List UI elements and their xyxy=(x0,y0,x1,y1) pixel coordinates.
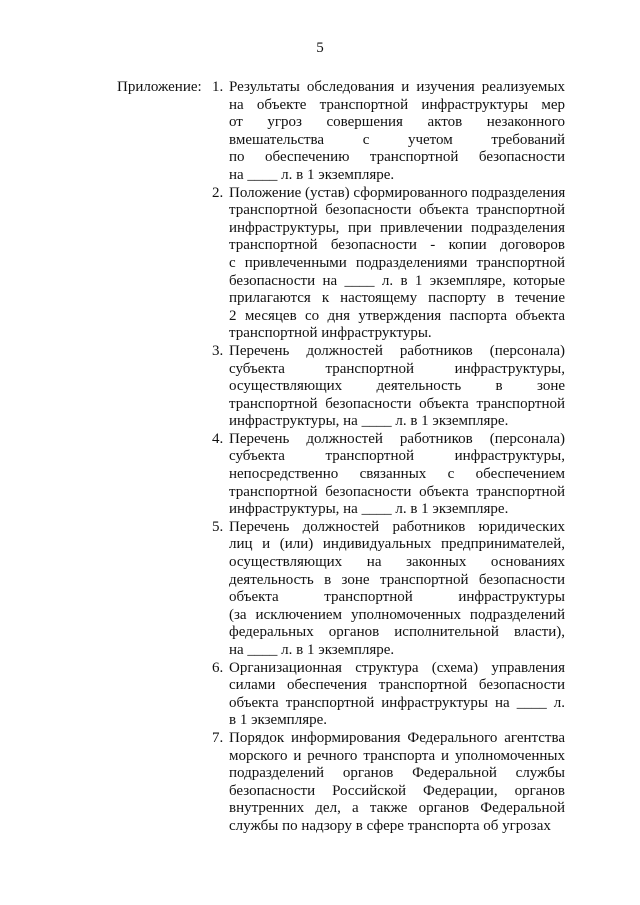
item-text-line: объекта транспортной инфраструктуры на ____ л. xyxy=(229,694,565,711)
item-number: 5. xyxy=(212,518,224,535)
item-text-line: Результаты обследования и изучения реализуемых xyxy=(229,79,565,95)
appendix-list xyxy=(212,79,565,836)
item-text-line: инфраструктуры, на ____ л. в 1 экземпляре. xyxy=(229,413,509,430)
item-text xyxy=(229,79,565,185)
item-text-line: субъекта транспортной инфраструктуры, xyxy=(229,448,565,465)
item-text-line: по обеспечению транспортной безопасности xyxy=(229,149,565,166)
appendix-item-1 xyxy=(212,79,565,185)
item-text-line: осуществляющих на законных основаниях xyxy=(229,554,565,571)
item-text xyxy=(229,343,565,431)
item-text-line: Перечень должностей работников (персонала) xyxy=(229,430,565,447)
item-text-line: инфраструктуры, на ____ л. в 1 экземпляре. xyxy=(229,501,509,518)
item-text-line: Положение (устав) сформированного подразделения xyxy=(229,184,566,201)
item-text-line: Перечень должностей работников (персонала) xyxy=(229,342,565,359)
item-number: 1. xyxy=(212,79,224,95)
item-text-line: транспортной безопасности объекта транспортной xyxy=(229,202,565,219)
item-text-line: безопасности на ____ л. в 1 экземпляре, которые xyxy=(229,272,565,289)
item-number: 7. xyxy=(212,729,224,746)
item-text-line: в 1 экземпляре. xyxy=(229,712,328,729)
item-number: 4. xyxy=(212,430,224,447)
item-text-line: федеральных органов исполнительной власти), xyxy=(229,624,565,641)
item-text-line: (за исключением уполномоченных подразделений xyxy=(229,606,565,623)
item-number: 2. xyxy=(212,184,224,201)
item-text-line: лиц и (или) индивидуальных предпринимателей, xyxy=(229,536,565,553)
item-text-line: морского и речного транспорта и уполномоченных xyxy=(229,747,565,764)
item-text-line: Перечень должностей работников юридических xyxy=(229,518,565,535)
item-number: 6. xyxy=(212,659,224,676)
appendix-item-3 xyxy=(212,343,565,431)
appendix-item-5 xyxy=(212,519,565,660)
appendix-item-4 xyxy=(212,431,565,519)
item-text xyxy=(229,519,565,660)
appendix-label: Приложение: xyxy=(117,79,202,95)
item-text-line: от угроз совершения актов незаконного xyxy=(229,114,565,131)
item-text-line: транспортной безопасности объекта транспортной xyxy=(229,395,565,412)
item-text-line: на ____ л. в 1 экземпляре. xyxy=(229,166,395,183)
item-number: 3. xyxy=(212,342,224,359)
item-text-line: Организационная структура (схема) управления xyxy=(229,659,565,676)
item-text-line: прилагаются к настоящему паспорту в течение xyxy=(229,290,565,307)
item-text-line: службы по надзору в сфере транспорта об угрозах xyxy=(229,817,551,834)
item-text xyxy=(229,730,565,836)
appendix-item-6 xyxy=(212,660,565,730)
appendix-item-2 xyxy=(212,185,565,343)
item-text-line: деятельность в зоне транспортной безопасности xyxy=(229,571,565,588)
item-text-line: транспортной безопасности объекта транспортной xyxy=(229,483,565,500)
item-text xyxy=(229,185,565,343)
item-text-line: субъекта транспортной инфраструктуры, xyxy=(229,360,565,377)
item-text-line: транспортной безопасности - копии договоров xyxy=(229,237,565,254)
item-text-line: объекта транспортной инфраструктуры xyxy=(229,589,565,606)
item-text-line: с привлеченными подразделениями транспортной xyxy=(229,254,565,271)
item-text-line: инфраструктуры, при привлечении подразделения xyxy=(229,219,565,236)
item-text-line: транспортной инфраструктуры. xyxy=(229,325,432,342)
item-text-line: подразделений органов Федеральной службы xyxy=(229,765,565,782)
appendix-item-7 xyxy=(212,730,565,836)
item-text-line: внутренних дел, а также органов Федеральной xyxy=(229,800,565,817)
item-text-line: безопасности Российской Федерации, органов xyxy=(229,782,565,799)
item-text-line: непосредственно связанных с обеспечением xyxy=(229,466,565,483)
page-number: 5 xyxy=(316,40,324,56)
item-text xyxy=(229,660,565,730)
item-text-line: вмешательства с учетом требований xyxy=(229,131,565,148)
item-text-line: на объекте транспортной инфраструктуры мер xyxy=(229,96,565,113)
item-text-line: 2 месяцев со дня утверждения паспорта объекта xyxy=(229,307,565,324)
item-text-line: осуществляющих деятельность в зоне xyxy=(229,378,565,395)
item-text-line: Порядок информирования Федерального агентства xyxy=(229,729,565,746)
item-text-line: на ____ л. в 1 экземпляре. xyxy=(229,642,395,658)
item-text xyxy=(229,431,565,519)
item-text-line: силами обеспечения транспортной безопасности xyxy=(229,677,565,694)
